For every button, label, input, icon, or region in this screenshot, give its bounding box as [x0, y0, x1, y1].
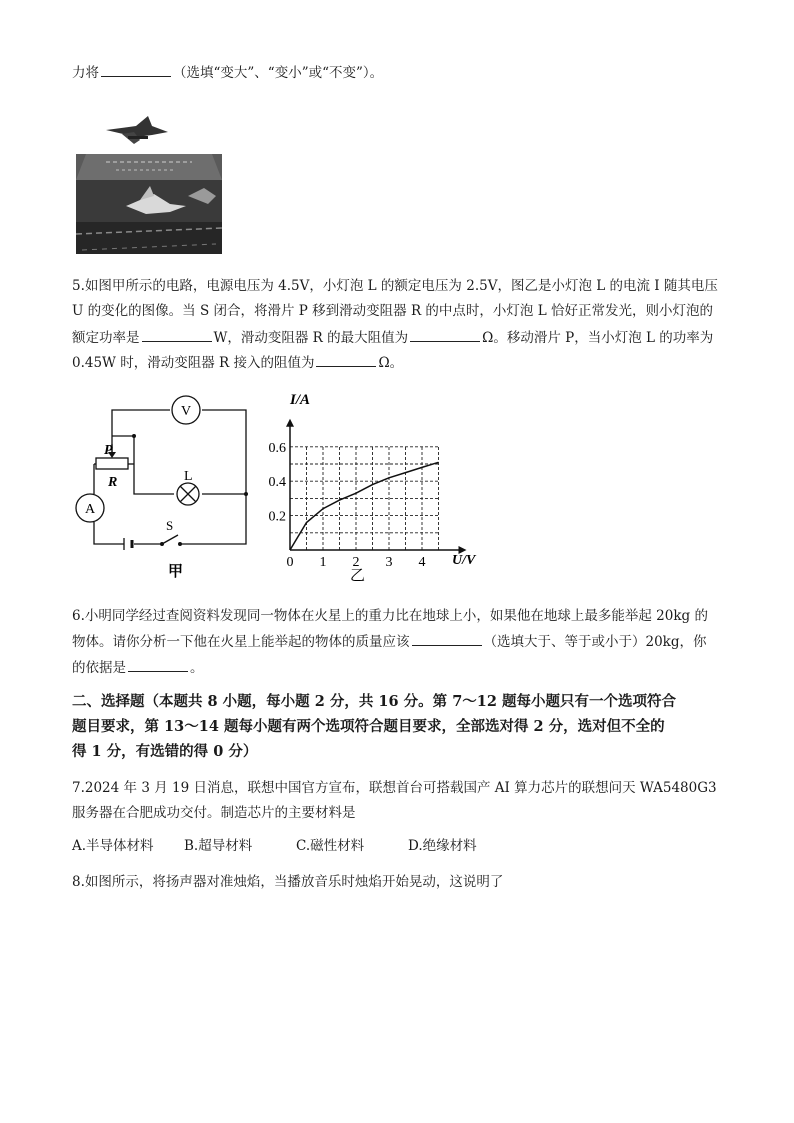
answer-blank — [412, 631, 482, 646]
q4-suffix: （选填“变大”、“变小”或“不变”）。 — [173, 65, 384, 81]
graph-grid — [290, 447, 439, 550]
x-tick-label: 3 — [385, 555, 393, 570]
iu-curve — [290, 462, 439, 550]
slider-label: P — [104, 443, 113, 458]
q6-line3b: 。 — [190, 660, 204, 676]
rheostat-label: R — [108, 475, 118, 490]
q7-option-d: D.绝缘材料 — [408, 838, 477, 854]
q5-line3b: W，滑动变阻器 R 的最大阻值为 — [213, 330, 409, 346]
q6-line3 — [72, 657, 204, 678]
q8-line1: 8.如图所示，将扬声器对准烛焰，当播放音乐时烛焰开始晃动，这说明了 — [72, 874, 504, 890]
y-axis-label: I/A — [290, 392, 311, 408]
q7-option-b: B.超导材料 — [184, 838, 253, 854]
q5-line1: 5.如图甲所示的电路，电源电压为 4.5V，小灯泡 L 的额定电压为 2.5V，图乙是小灯泡 L 的电流 I 随其电压 — [72, 278, 718, 294]
x-tick-label: 1 — [319, 555, 327, 570]
q6-line2b: （选填大于、等于或小于）20kg，你 — [483, 634, 707, 650]
circuit-diagram — [70, 392, 260, 584]
lamp-label: L — [184, 469, 193, 484]
aircraft-carrier-photo — [76, 110, 222, 254]
q7-line2: 服务器在合肥成功交付。制造芯片的主要材料是 — [72, 805, 356, 821]
q5-line3 — [72, 327, 713, 348]
section2-line2: 题目要求，第 13～14 题每小题有两个选项符合题目要求，全部选对得 2 分，选对但不全的 — [72, 718, 665, 735]
q6-line1: 6.小明同学经过查阅资料发现同一物体在火星上的重力比在地球上小，如果他在地球上最多能举起 20kg 的 — [72, 608, 708, 624]
section2-line1: 二、选择题（本题共 8 小题，每小题 2 分，共 16 分。第 7～12 题每小题只有一个选项符合 — [72, 693, 677, 710]
y-tick-label: 0.4 — [268, 475, 286, 491]
q7-option-c: C.磁性材料 — [296, 838, 365, 854]
q5-line2: U 的变化的图像。当 S 闭合，将滑片 P 移到滑动变阻器 R 的中点时，小灯泡 L 恰好正常发光，则小灯泡的 — [72, 303, 713, 319]
voltmeter-label: V — [180, 404, 192, 419]
q7-option-a: A.半导体材料 — [72, 838, 154, 854]
graph-caption: 乙 — [350, 568, 366, 584]
q7-line1: 7.2024 年 3 月 19 日消息，联想中国官方宣布，联想首台可搭载国产 AI 算力芯片的联想问天 WA5480G3 — [72, 780, 717, 796]
q6-line3a: 的依据是 — [72, 660, 126, 676]
x-tick-label: 0 — [286, 555, 294, 570]
answer-blank — [142, 327, 212, 342]
y-tick-label: 0.2 — [268, 509, 286, 525]
x-tick-label: 2 — [352, 555, 360, 570]
switch-label: S — [166, 518, 174, 533]
answer-blank — [101, 62, 171, 77]
y-tick-label: 0.6 — [268, 440, 286, 456]
graph-axes — [286, 419, 467, 554]
circuit-caption: 甲 — [168, 564, 184, 580]
y-axis-arrow — [286, 419, 294, 427]
ammeter-label: A — [84, 502, 96, 517]
q5-line4a: 0.45W 时，滑动变阻器 R 接入的阻值为 — [72, 355, 315, 371]
q5-line3c: Ω。移动滑片 P，当小灯泡 L 的功率为 — [482, 330, 714, 346]
x-axis-label: U/V — [452, 553, 476, 568]
q5-line4b: Ω。 — [378, 355, 404, 371]
iu-graph — [262, 384, 492, 588]
section2-line3: 得 1 分，有选错的得 0 分） — [72, 743, 258, 760]
answer-blank — [316, 352, 376, 367]
q6-line2a: 物体。请你分析一下他在火星上能举起的物体的质量应该 — [72, 634, 410, 650]
answer-blank — [410, 327, 480, 342]
q4-prefix: 力将 — [72, 65, 99, 81]
answer-blank — [128, 657, 188, 672]
q5-line4 — [72, 352, 403, 373]
q6-line2 — [72, 631, 707, 652]
x-tick-label: 4 — [418, 555, 426, 570]
axis-lines — [290, 425, 461, 550]
q5-line3a: 额定功率是 — [72, 330, 140, 346]
q4-line — [72, 62, 383, 83]
